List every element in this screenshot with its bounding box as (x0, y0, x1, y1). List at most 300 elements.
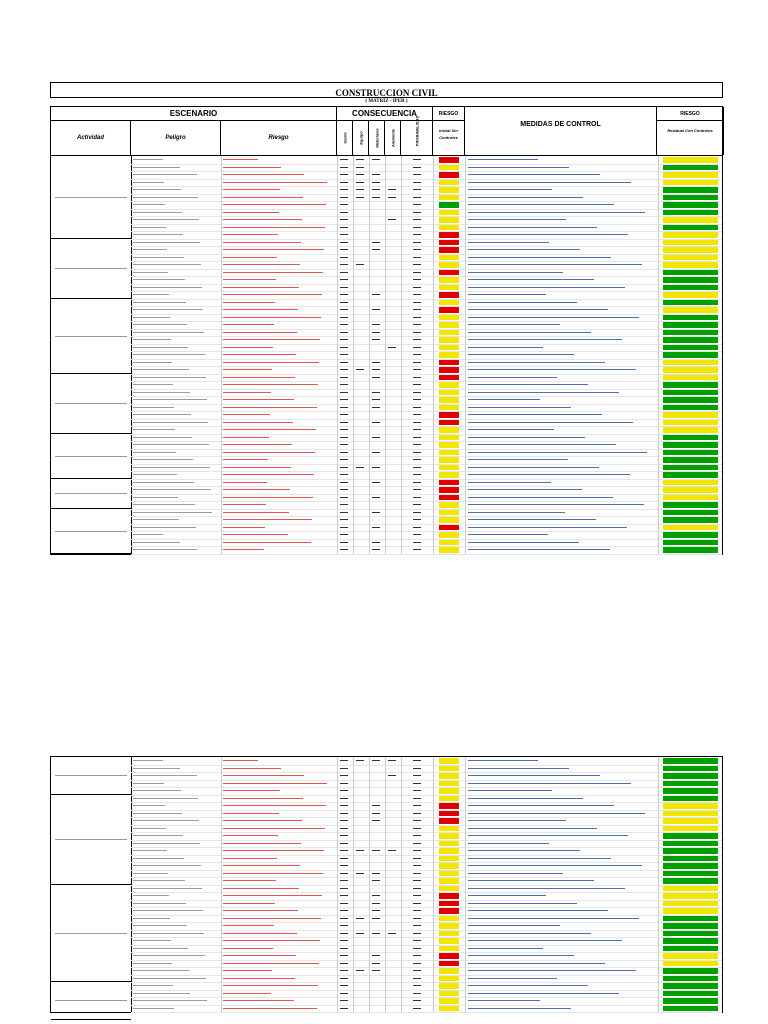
materiales-cell (369, 156, 386, 164)
riesgo-residual-cell (657, 855, 724, 863)
riesgo-residual-level (663, 390, 718, 396)
probabilidad-cell (401, 449, 434, 457)
riesgo-inicial-cell (433, 336, 465, 344)
probabilidad-mark (413, 242, 421, 243)
probabilidad-cell (401, 411, 434, 419)
gente-cell (337, 366, 354, 374)
probabilidad-cell (401, 479, 434, 487)
riesgo-inicial-level (439, 525, 459, 531)
riesgo-cell (221, 179, 338, 187)
ambiente-cell (385, 164, 402, 172)
medidas-cell (465, 892, 659, 900)
riesgo-residual-cell (657, 486, 724, 494)
medidas-cell (465, 960, 659, 968)
equipo-cell (353, 276, 370, 284)
header-materiales (369, 121, 385, 155)
activity-label-placeholder (55, 839, 127, 840)
riesgo-inicial-cell (433, 509, 465, 517)
riesgo-inicial-level (439, 976, 459, 982)
probabilidad-mark (413, 279, 421, 280)
activity-label-placeholder (55, 493, 127, 494)
consequence-mark (372, 760, 380, 761)
riesgo-text-placeholder (223, 918, 321, 919)
medidas-text-placeholder (468, 940, 622, 941)
medidas-text-placeholder (468, 392, 619, 393)
riesgo-cell (221, 404, 338, 412)
riesgo-residual-cell (657, 907, 724, 915)
probabilidad-cell (401, 464, 434, 472)
riesgo-text-placeholder (223, 189, 280, 190)
consequence-mark (340, 542, 348, 543)
gente-cell (337, 900, 354, 908)
peligro-text-placeholder (133, 362, 172, 363)
medidas-cell (465, 456, 659, 464)
consequence-mark (340, 940, 348, 941)
medidas-text-placeholder (468, 324, 560, 325)
equipo-cell (353, 825, 370, 833)
ambiente-cell (385, 344, 402, 352)
probabilidad-cell (401, 997, 434, 1005)
consequence-mark (372, 369, 380, 370)
peligro-text-placeholder (133, 459, 193, 460)
peligro-cell (131, 825, 222, 833)
ambiente-cell (385, 810, 402, 818)
peligro-cell (131, 201, 222, 209)
riesgo-cell (221, 456, 338, 464)
equipo-cell (353, 780, 370, 788)
probabilidad-mark (413, 850, 421, 851)
consequence-mark (356, 970, 364, 971)
equipo-cell (353, 171, 370, 179)
peligro-text-placeholder (133, 347, 188, 348)
consequence-mark (340, 858, 348, 859)
riesgo-residual-level (663, 803, 718, 809)
gente-cell (337, 840, 354, 848)
riesgo-text-placeholder (223, 970, 272, 971)
riesgo-inicial-level (439, 232, 459, 238)
probabilidad-cell (401, 885, 434, 893)
ambiente-cell (385, 434, 402, 442)
ambiente-cell (385, 479, 402, 487)
riesgo-inicial-level (439, 856, 459, 862)
riesgo-residual-level (663, 856, 718, 862)
medidas-cell (465, 351, 659, 359)
probabilidad-cell (401, 404, 434, 412)
medidas-text-placeholder (468, 219, 566, 220)
consequence-mark (340, 805, 348, 806)
probabilidad-mark (413, 527, 421, 528)
probabilidad-cell (401, 216, 434, 224)
gente-cell (337, 261, 354, 269)
medidas-text-placeholder (468, 512, 565, 513)
riesgo-text-placeholder (223, 910, 298, 911)
equipo-cell (353, 524, 370, 532)
medidas-cell (465, 464, 659, 472)
consequence-mark (388, 775, 396, 776)
consequence-mark (372, 339, 380, 340)
peligro-cell (131, 171, 222, 179)
medidas-text-placeholder (468, 542, 579, 543)
riesgo-residual-level (663, 931, 718, 937)
riesgo-inicial-level (439, 390, 459, 396)
materiales-cell (369, 449, 386, 457)
materiales-cell (369, 344, 386, 352)
gente-cell (337, 795, 354, 803)
riesgo-residual-level (663, 187, 718, 193)
probabilidad-cell (401, 862, 434, 870)
riesgo-inicial-cell (433, 840, 465, 848)
peligro-text-placeholder (133, 1008, 174, 1009)
medidas-cell (465, 306, 659, 314)
gente-cell (337, 772, 354, 780)
medidas-text-placeholder (468, 234, 628, 235)
probabilidad-mark (413, 910, 421, 911)
riesgo-cell (221, 299, 338, 307)
ambiente-cell (385, 524, 402, 532)
ambiente-cell (385, 291, 402, 299)
riesgo-text-placeholder (223, 813, 279, 814)
peligro-cell (131, 366, 222, 374)
riesgo-residual-cell (657, 449, 724, 457)
riesgo-residual-cell (657, 434, 724, 442)
riesgo-inicial-cell (433, 419, 465, 427)
riesgo-residual-level (663, 352, 718, 358)
riesgo-inicial-cell (433, 359, 465, 367)
ambiente-cell (385, 261, 402, 269)
equipo-cell (353, 224, 370, 232)
probabilidad-mark (413, 549, 421, 550)
probabilidad-mark (413, 482, 421, 483)
ambiente-cell (385, 930, 402, 938)
riesgo-inicial-cell (433, 945, 465, 953)
consequence-mark (356, 182, 364, 183)
medidas-cell (465, 321, 659, 329)
riesgo-inicial-cell (433, 411, 465, 419)
medidas-text-placeholder (468, 474, 630, 475)
consequence-mark (372, 242, 380, 243)
riesgo-inicial-cell (433, 246, 465, 254)
riesgo-inicial-level (439, 502, 459, 508)
riesgo-residual-level (663, 157, 718, 163)
probabilidad-mark (413, 993, 421, 994)
riesgo-residual-cell (657, 546, 724, 554)
peligro-text-placeholder (133, 429, 175, 430)
peligro-cell (131, 840, 222, 848)
medidas-text-placeholder (468, 963, 605, 964)
peligro-text-placeholder (133, 880, 185, 881)
riesgo-inicial-level (439, 983, 459, 989)
probabilidad-cell (401, 975, 434, 983)
riesgo-text-placeholder (223, 828, 325, 829)
riesgo-residual-level (663, 345, 718, 351)
peligro-cell (131, 952, 222, 960)
medidas-cell (465, 952, 659, 960)
riesgo-residual-level (663, 540, 718, 546)
peligro-cell (131, 855, 222, 863)
consequence-mark (340, 167, 348, 168)
medidas-cell (465, 434, 659, 442)
medidas-text-placeholder (468, 813, 645, 814)
peligro-cell (131, 915, 222, 923)
materiales-cell (369, 441, 386, 449)
medidas-cell (465, 441, 659, 449)
riesgo-inicial-cell (433, 892, 465, 900)
peligro-text-placeholder (133, 850, 167, 851)
ambiente-cell (385, 381, 402, 389)
header-riesgo-inicial: Inicial Sin Controles (433, 121, 465, 155)
activity-column (51, 156, 132, 554)
riesgo-text-placeholder (223, 903, 275, 904)
medidas-text-placeholder (468, 527, 627, 528)
ambiente-cell (385, 464, 402, 472)
peligro-cell (131, 374, 222, 382)
riesgo-cell (221, 960, 338, 968)
equipo-cell (353, 539, 370, 547)
riesgo-text-placeholder (223, 873, 323, 874)
consequence-mark (340, 227, 348, 228)
peligro-cell (131, 546, 222, 554)
consequence-mark (372, 309, 380, 310)
riesgo-inicial-cell (433, 546, 465, 554)
riesgo-inicial-cell (433, 426, 465, 434)
riesgo-inicial-cell (433, 261, 465, 269)
consequence-mark (340, 820, 348, 821)
peligro-cell (131, 780, 222, 788)
peligro-text-placeholder (133, 369, 189, 370)
medidas-cell (465, 486, 659, 494)
consequence-mark (340, 880, 348, 881)
materiales-cell (369, 276, 386, 284)
matrix-sheet-2 (50, 756, 723, 1013)
peligro-cell (131, 524, 222, 532)
consequence-mark (340, 474, 348, 475)
riesgo-inicial-level (439, 878, 459, 884)
medidas-cell (465, 449, 659, 457)
peligro-text-placeholder (133, 197, 198, 198)
peligro-text-placeholder (133, 504, 195, 505)
materiales-cell (369, 186, 386, 194)
medidas-text-placeholder (468, 264, 642, 265)
riesgo-inicial-level (439, 187, 459, 193)
medidas-cell (465, 967, 659, 975)
equipo-cell (353, 329, 370, 337)
peligro-cell (131, 261, 222, 269)
activity-cell (51, 374, 131, 434)
consequence-mark (340, 324, 348, 325)
medidas-cell (465, 479, 659, 487)
peligro-text-placeholder (133, 324, 187, 325)
riesgo-residual-cell (657, 960, 724, 968)
peligro-text-placeholder (133, 474, 177, 475)
materiales-cell (369, 404, 386, 412)
riesgo-inicial-level (439, 547, 459, 553)
consequence-mark (356, 197, 364, 198)
riesgo-residual-level (663, 788, 718, 794)
consequence-mark (372, 512, 380, 513)
header-gente-label: Gente (342, 132, 347, 144)
peligro-text-placeholder (133, 249, 167, 250)
peligro-text-placeholder (133, 888, 202, 889)
riesgo-inicial-cell (433, 381, 465, 389)
consequence-mark (372, 813, 380, 814)
peligro-text-placeholder (133, 212, 182, 213)
medidas-cell (465, 396, 659, 404)
riesgo-inicial-cell (433, 284, 465, 292)
riesgo-inicial-cell (433, 209, 465, 217)
equipo-cell (353, 471, 370, 479)
materiales-cell (369, 381, 386, 389)
medidas-text-placeholder (468, 850, 580, 851)
probabilidad-cell (401, 164, 434, 172)
riesgo-text-placeholder (223, 512, 289, 513)
header-materiales-label: Materiales (374, 128, 379, 148)
gente-cell (337, 374, 354, 382)
riesgo-cell (221, 922, 338, 930)
riesgo-residual-level (663, 255, 718, 261)
peligro-cell (131, 832, 222, 840)
medidas-cell (465, 314, 659, 322)
probabilidad-cell (401, 531, 434, 539)
ambiente-cell (385, 494, 402, 502)
medidas-cell (465, 261, 659, 269)
probabilidad-cell (401, 374, 434, 382)
gente-cell (337, 810, 354, 818)
equipo-cell (353, 847, 370, 855)
riesgo-cell (221, 509, 338, 517)
probabilidad-mark (413, 234, 421, 235)
riesgo-inicial-cell (433, 486, 465, 494)
riesgo-residual-level (663, 442, 718, 448)
consequence-mark (340, 978, 348, 979)
medidas-text-placeholder (468, 978, 557, 979)
riesgo-inicial-cell (433, 787, 465, 795)
peligro-cell (131, 351, 222, 359)
probabilidad-cell (401, 231, 434, 239)
riesgo-residual-cell (657, 531, 724, 539)
consequence-mark (340, 459, 348, 460)
riesgo-cell (221, 494, 338, 502)
ambiente-cell (385, 885, 402, 893)
riesgo-residual-cell (657, 975, 724, 983)
medidas-cell (465, 186, 659, 194)
riesgo-residual-level (663, 480, 718, 486)
peligro-cell (131, 870, 222, 878)
riesgo-cell (221, 231, 338, 239)
medidas-text-placeholder (468, 407, 571, 408)
riesgo-text-placeholder (223, 354, 296, 355)
peligro-text-placeholder (133, 760, 163, 761)
ambiente-cell (385, 179, 402, 187)
probabilidad-mark (413, 843, 421, 844)
probabilidad-mark (413, 189, 421, 190)
probabilidad-mark (413, 422, 421, 423)
peligro-text-placeholder (133, 835, 183, 836)
peligro-cell (131, 411, 222, 419)
riesgo-inicial-level (439, 788, 459, 794)
riesgo-inicial-level (439, 427, 459, 433)
riesgo-inicial-cell (433, 479, 465, 487)
probabilidad-mark (413, 264, 421, 265)
riesgo-inicial-cell (433, 960, 465, 968)
probabilidad-cell (401, 171, 434, 179)
ambiente-cell (385, 201, 402, 209)
peligro-text-placeholder (133, 489, 211, 490)
materiales-cell (369, 224, 386, 232)
probabilidad-mark (413, 835, 421, 836)
probabilidad-cell (401, 156, 434, 164)
peligro-cell (131, 501, 222, 509)
riesgo-residual-level (663, 225, 718, 231)
riesgo-cell (221, 306, 338, 314)
activity-cell (51, 509, 131, 554)
consequence-mark (340, 775, 348, 776)
gente-cell (337, 464, 354, 472)
riesgo-text-placeholder (223, 407, 317, 408)
peligro-cell (131, 877, 222, 885)
riesgo-cell (221, 847, 338, 855)
riesgo-cell (221, 516, 338, 524)
ambiente-cell (385, 990, 402, 998)
materiales-cell (369, 817, 386, 825)
consequence-mark (372, 197, 380, 198)
ambiente-cell (385, 276, 402, 284)
medidas-cell (465, 276, 659, 284)
probabilidad-mark (413, 865, 421, 866)
ambiente-cell (385, 922, 402, 930)
activity-label-placeholder (55, 1000, 127, 1001)
probabilidad-mark (413, 324, 421, 325)
probabilidad-mark (413, 474, 421, 475)
riesgo-inicial-cell (433, 254, 465, 262)
riesgo-inicial-cell (433, 231, 465, 239)
materiales-cell (369, 411, 386, 419)
gente-cell (337, 990, 354, 998)
peligro-text-placeholder (133, 339, 171, 340)
riesgo-residual-cell (657, 810, 724, 818)
gente-cell (337, 765, 354, 773)
gente-cell (337, 825, 354, 833)
riesgo-residual-cell (657, 832, 724, 840)
medidas-text-placeholder (468, 422, 633, 423)
probabilidad-mark (413, 858, 421, 859)
gente-cell (337, 546, 354, 554)
riesgo-residual-cell (657, 1005, 724, 1013)
probabilidad-cell (401, 922, 434, 930)
equipo-cell (353, 1005, 370, 1013)
riesgo-inicial-cell (433, 524, 465, 532)
riesgo-residual-level (663, 998, 718, 1004)
riesgo-residual-level (663, 781, 718, 787)
equipo-cell (353, 952, 370, 960)
medidas-text-placeholder (468, 504, 644, 505)
consequence-mark (340, 437, 348, 438)
riesgo-inicial-cell (433, 990, 465, 998)
equipo-cell (353, 426, 370, 434)
riesgo-residual-level (663, 811, 718, 817)
riesgo-inicial-cell (433, 539, 465, 547)
materiales-cell (369, 486, 386, 494)
riesgo-cell (221, 862, 338, 870)
riesgo-residual-level (663, 330, 718, 336)
riesgo-cell (221, 787, 338, 795)
peligro-text-placeholder (133, 452, 176, 453)
riesgo-inicial-cell (433, 344, 465, 352)
consequence-mark (372, 880, 380, 881)
materiales-cell (369, 314, 386, 322)
peligro-text-placeholder (133, 279, 185, 280)
riesgo-residual-level (663, 547, 718, 553)
consequence-mark (340, 362, 348, 363)
